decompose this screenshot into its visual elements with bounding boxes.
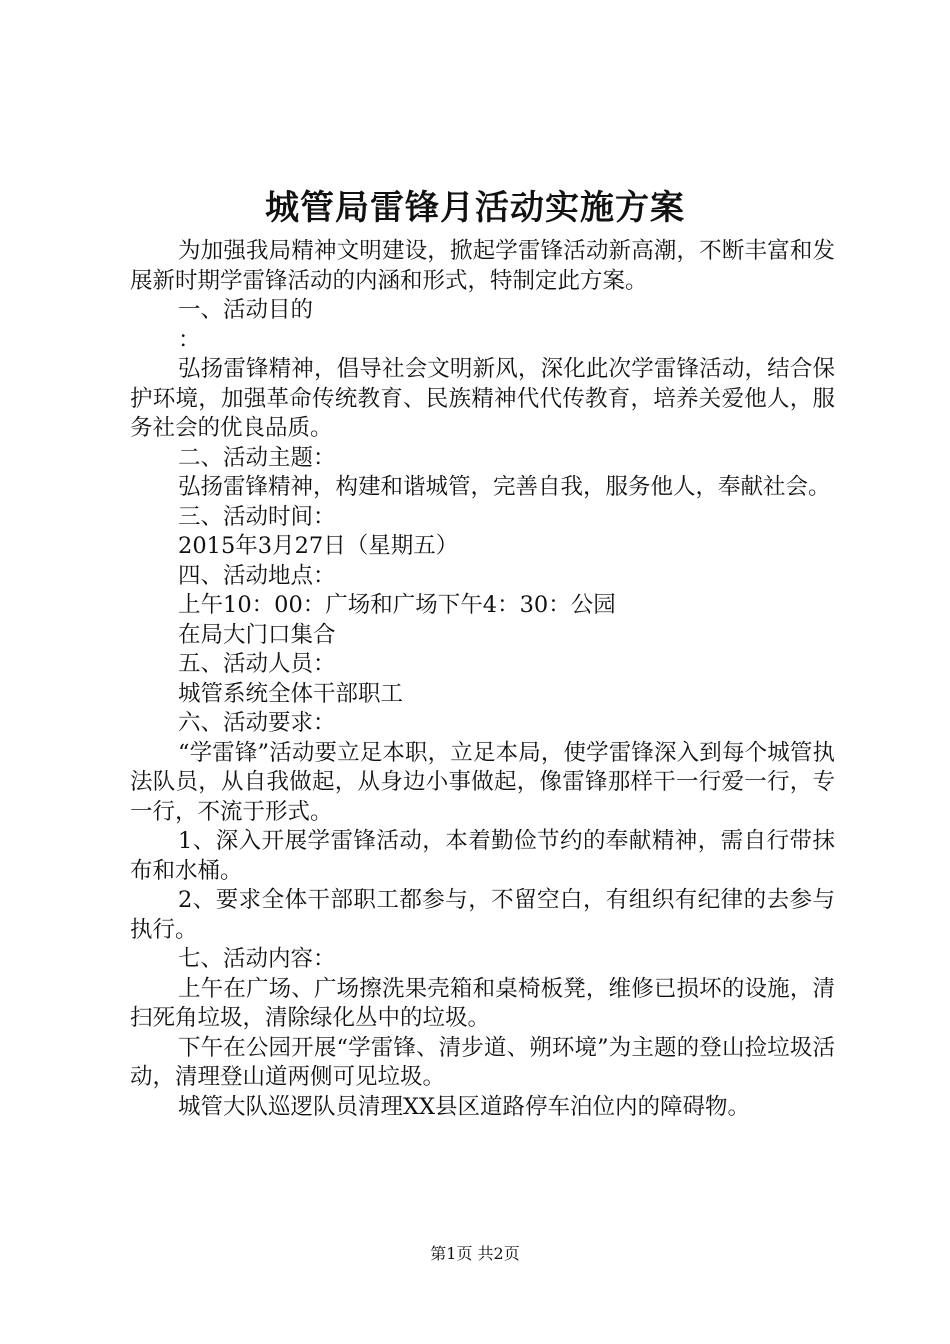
- section-heading-location: 四、活动地点：: [178, 562, 336, 589]
- requirements-paragraph: “学雷锋”活动要立足本职，立足本局，使学雷锋深入到每个城管执法队员，从自我做起，从身边小事做起，像雷锋那样干一行爱一行，专一行，不流于形式。: [130, 739, 835, 825]
- document-title: 城管局雷锋月活动实施方案: [265, 188, 685, 228]
- requirement-item-2: 2、要求全体干部职工都参与，不留空白，有组织有纪律的去参与执行。: [130, 887, 835, 943]
- content-afternoon-paragraph: 下午在公园开展“学雷锋、清步道、朔环境”为主题的登山捡垃圾活动，清理登山道两侧可见垃圾。: [130, 1034, 835, 1090]
- personnel-line: 城管系统全体干部职工: [178, 680, 404, 707]
- section-heading-requirements: 六、活动要求：: [178, 710, 336, 736]
- page-number-footer: 第1页 共2页: [430, 1244, 520, 1263]
- content-patrol-paragraph: 城管大队巡逻队员清理XX县区道路停车泊位内的障碍物。: [178, 1093, 751, 1120]
- location-line: 上午10：00：广场和广场下午4：30：公园: [178, 592, 616, 618]
- colon-line: ：: [178, 326, 201, 353]
- document-body: [130, 237, 835, 1122]
- section-heading-content: 七、活动内容：: [178, 946, 336, 972]
- theme-paragraph: 弘扬雷锋精神，构建和谐城管，完善自我，服务他人，奉献社会。: [178, 474, 831, 500]
- requirement-item-1: 1、深入开展学雷锋活动，本着勤俭节约的奉献精神，需自行带抹布和水桶。: [130, 828, 835, 884]
- intro-paragraph: 为加强我局精神文明建设，掀起学雷锋活动新高潮，不断丰富和发展新时期学雷锋活动的内涵和形式，特制定此方案。: [130, 238, 835, 294]
- section-heading-theme: 二、活动主题：: [178, 444, 336, 471]
- purpose-paragraph: 弘扬雷锋精神，倡导社会文明新风，深化此次学雷锋活动，结合保护环境，加强革命传统教育、民族精神代代传教育，培养关爱他人，服务社会的优良品质。: [130, 356, 835, 441]
- assembly-line: 在局大门口集合: [178, 621, 336, 648]
- content-morning-paragraph: 上午在广场、广场擦洗果壳箱和桌椅板凳，维修已损坏的设施，清扫死角垃圾，清除绿化丛中的垃圾。: [130, 975, 835, 1031]
- time-line: 2015年3月27日（星期五）: [178, 533, 459, 559]
- section-heading-purpose: 一、活动目的: [178, 297, 314, 323]
- section-heading-personnel: 五、活动人员：: [178, 651, 336, 677]
- section-heading-time: 三、活动时间：: [178, 503, 336, 530]
